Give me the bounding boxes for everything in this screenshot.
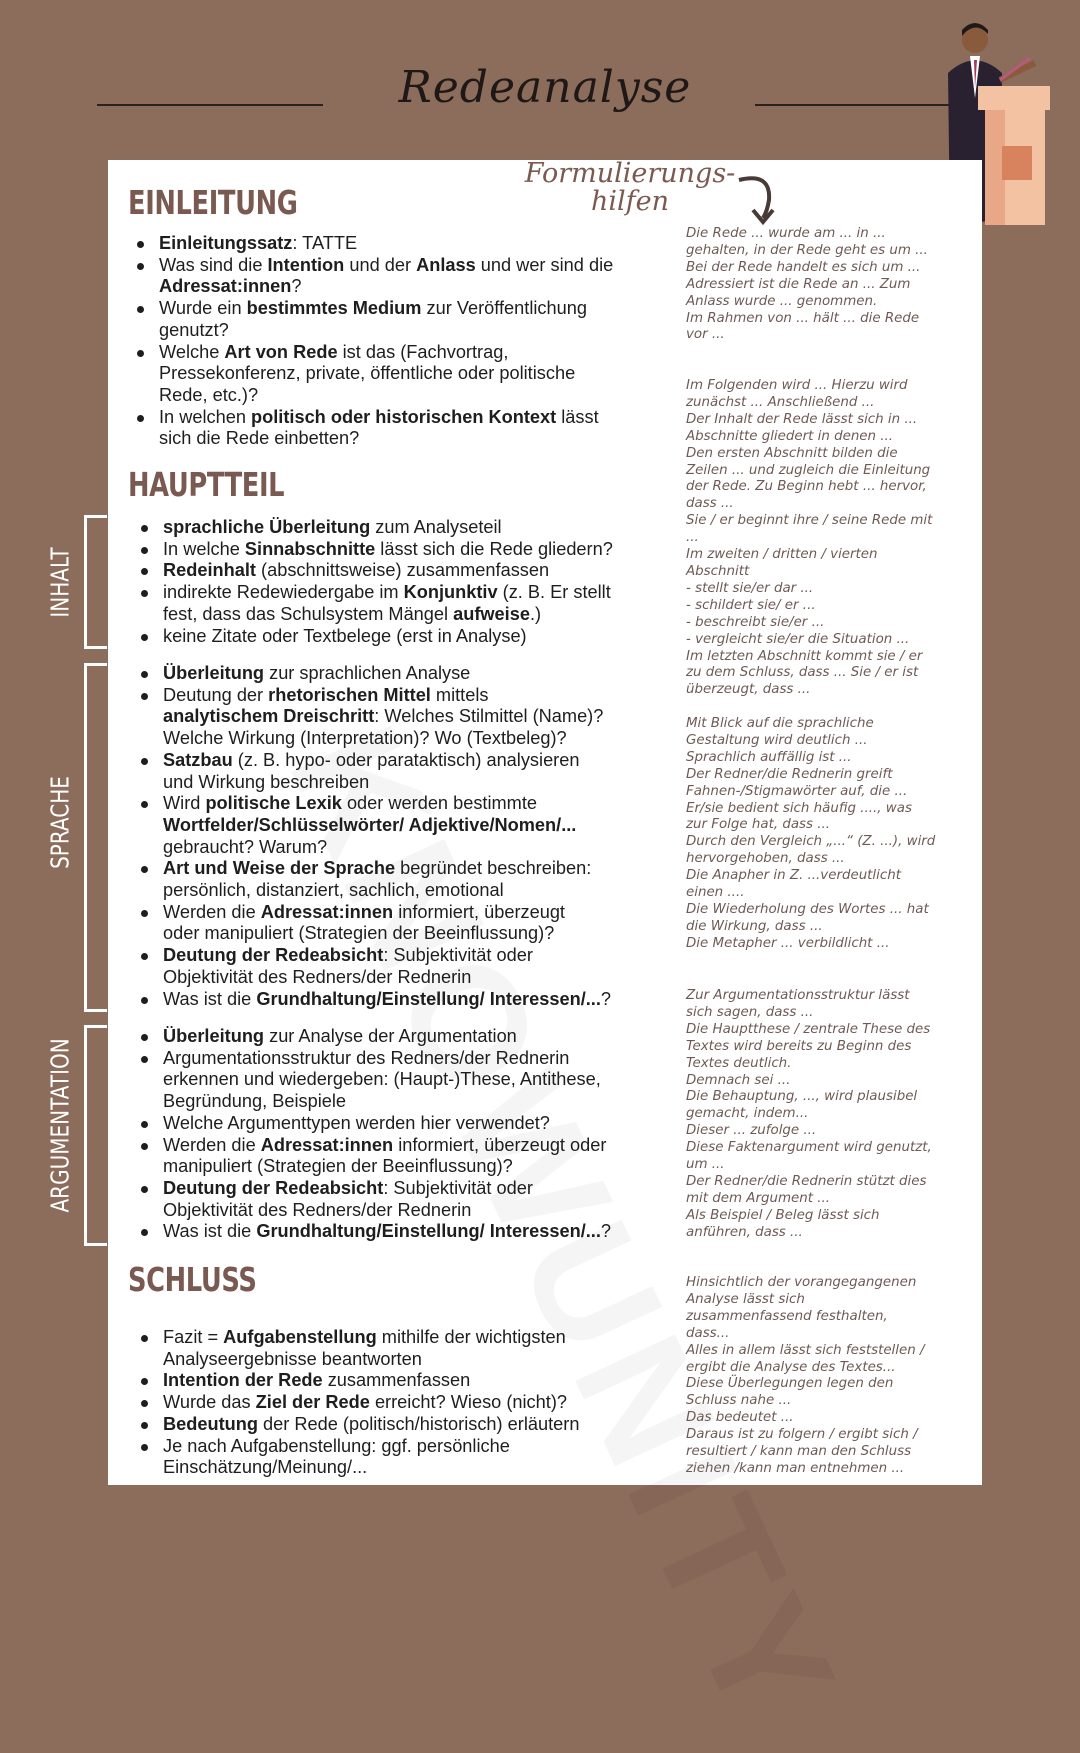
list-item — [141, 902, 661, 945]
bold-text: Überleitung — [163, 1026, 265, 1046]
bold-text: Art von Rede — [224, 341, 338, 362]
bold-text: bestimmtes Medium — [246, 298, 422, 319]
text: Je nach Aufgabenstellung: ggf. persönliche Einschätzung/Meinung/... — [163, 1435, 510, 1478]
list-item — [141, 663, 661, 685]
list-item — [141, 685, 661, 750]
bold-text: Adressat:innen — [260, 901, 394, 922]
bold-text: Satzbau — [163, 749, 233, 770]
list-item — [141, 1370, 661, 1392]
text: : TATTE — [292, 233, 358, 253]
list-item — [137, 233, 657, 255]
text: Deutung der — [163, 684, 269, 705]
list-item — [137, 255, 657, 298]
title-rule-left — [97, 104, 323, 106]
text: mittels — [435, 684, 489, 705]
text: : Subjektivität oder Objektivität des Redners/der Rednerin — [163, 945, 533, 987]
heading-einleitung: EINLEITUNG — [128, 183, 298, 222]
text: indirekte Redewiedergabe im — [163, 582, 404, 603]
bold-text: Deutung der Redeabsicht — [163, 945, 384, 966]
list-item — [141, 793, 661, 858]
text: Fazit = — [163, 1327, 224, 1347]
text: mithilfe der wichtigsten Analyseergebnisse beantworten — [163, 1327, 566, 1369]
text: lässt sich die Rede gliedern? — [375, 538, 613, 559]
list-item — [141, 989, 661, 1011]
inhalt-list — [141, 517, 661, 647]
text: zum Analyseteil — [370, 517, 502, 537]
bold-text: Grundhaltung/Einstellung/ Interessen/... — [256, 1221, 601, 1242]
text: informiert, überzeugt oder manipuliert (Strategien der Beeinflussung)? — [163, 901, 565, 944]
bold-text: Art und Weise der Sprache — [163, 858, 396, 879]
list-item — [141, 1392, 661, 1414]
text: Welche Argumenttypen werden hier verwendet? — [163, 1112, 550, 1133]
text: (z. B. Er stellt fest, dass das Schulsystem Mängel — [163, 582, 611, 624]
text: Werden die — [163, 901, 261, 922]
text: lässt sich die Rede einbetten? — [159, 406, 599, 449]
text: In welche — [163, 538, 245, 559]
side-label-argumentation: ARGUMENTATION — [45, 1038, 75, 1213]
list-item — [141, 1048, 661, 1113]
bold-text: Konjunktiv — [403, 582, 498, 603]
text: und wer sind die — [480, 254, 614, 275]
list-item — [141, 626, 661, 648]
text: gebraucht? Warum? — [163, 836, 328, 857]
list-item — [141, 1221, 661, 1243]
text: informiert, überzeugt oder manipuliert (Strategien der Beeinflussung)? — [163, 1134, 607, 1177]
bold-text: politisch oder historischen Kontext — [251, 406, 557, 427]
hint-inhalt: Im Folgenden wird ... Hierzu wird zunächst ... Anschließend ... Der Inhalt der Rede lässt sich in ... Abschnitte gliedert in denen ... Den ersten Abschnitt bilden die Zeilen ... und zugleich die Einleitung der Rede. Zu Beginn hebt ... hervor, dass ... Sie / er beginnt ihre / seine Rede mit ... Im zweiten / dritten / vierten Abschnitt - stellt sie/er dar ... - schildert sie/ er ... - beschreibt sie/er ... - vergleicht sie/er die Situation ... Im letzten Abschnitt kommt sie / er zu dem Schluss, dass ... Sie / er ist überzeugt, dass ... — [686, 378, 933, 698]
list-item — [141, 539, 661, 561]
text: Wird — [163, 793, 206, 814]
list-item — [141, 1327, 661, 1370]
sprache-list — [141, 663, 661, 1010]
bracket-inhalt — [84, 515, 107, 649]
bold-text: Intention der Rede — [163, 1370, 323, 1391]
hint-argumentation: Zur Argumentationsstruktur lässt sich sagen, dass ... Die Hauptthese / zentrale These des Textes wird bereits zu Beginn des Textes deutlich. Demnach sei ... Die Behauptung, ..., wird plausibel gemacht, indem... Dieser ... zufolge ... Diese Faktenargument wird genutzt, um ... Der Redner/die Rednerin stützt dies mit dem Argument ... Als Beispiel / Beleg lässt sich anführen, dass ... — [686, 988, 932, 1240]
list-item — [141, 945, 661, 988]
heading-schluss: SCHLUSS — [128, 1260, 257, 1299]
heading-hauptteil: HAUPTTEIL — [128, 465, 285, 504]
list-item — [141, 858, 661, 901]
text: Argumentationsstruktur des Redners/der Rednerin erkennen und wiedergeben: (Haupt-)These, Antithese, Begründung, Beispiele — [163, 1047, 601, 1112]
bold-text: Ziel der Rede — [255, 1392, 370, 1413]
argumentation-list — [141, 1026, 661, 1243]
text: zur Analyse der Argumentation — [264, 1026, 517, 1046]
curved-arrow-icon — [735, 172, 780, 227]
text: Was ist die — [163, 1221, 257, 1242]
list-item — [141, 1135, 661, 1178]
schluss-list — [141, 1327, 661, 1479]
bold-text: Sinnabschnitte — [244, 538, 376, 559]
page-title: Redeanalyse — [398, 62, 692, 113]
list-item — [141, 1113, 661, 1135]
list-item — [141, 1026, 661, 1048]
text: ? — [600, 1221, 612, 1242]
bold-text: Adressat:innen — [159, 276, 292, 297]
text: (abschnittsweise) zusammenfassen — [255, 560, 550, 581]
bold-text: Deutung der Redeabsicht — [163, 1177, 384, 1198]
formulierungshilfen-label: Formulierungs- hilfen — [524, 158, 736, 217]
text: Welche — [159, 341, 225, 362]
bold-text: Intention — [267, 254, 345, 275]
text: Wurde ein — [159, 298, 247, 319]
bold-text: Wortfelder/Schlüsselwörter/ Adjektive/Nomen/... — [163, 814, 577, 835]
text: keine Zitate oder Textbelege (erst in Analyse) — [163, 625, 527, 646]
bold-text: analytischem Dreischritt — [163, 706, 375, 727]
text: und der — [344, 254, 417, 275]
text: Was sind die — [159, 254, 268, 275]
text: oder werden bestimmte — [346, 793, 537, 814]
title-rule-right — [755, 104, 965, 106]
text: Werden die — [163, 1134, 261, 1155]
list-item — [141, 517, 661, 539]
einleitung-list — [137, 233, 657, 450]
bracket-argumentation — [84, 1025, 107, 1246]
bold-text: politische Lexik — [205, 793, 342, 814]
list-item — [141, 1178, 661, 1221]
bold-text: rhetorischen Mittel — [268, 684, 431, 705]
text: zur Veröffentlichung genutzt? — [159, 298, 587, 340]
text: zusammenfassen — [322, 1370, 471, 1391]
text: Was ist die — [163, 988, 257, 1009]
bold-text: Adressat:innen — [260, 1134, 394, 1155]
text: .) — [529, 603, 542, 624]
bold-text: Bedeutung — [163, 1413, 258, 1434]
side-label-inhalt: INHALT — [45, 547, 75, 618]
list-item — [141, 1414, 661, 1436]
text: (z. B. hypo- oder parataktisch) analysieren und Wirkung beschreiben — [163, 749, 580, 792]
text: begründet beschreiben: persönlich, distanziert, sachlich, emotional — [163, 858, 592, 901]
bold-text: Einleitungssatz — [159, 233, 293, 253]
hint-sprache: Mit Blick auf die sprachliche Gestaltung wird deutlich ... Sprachlich auffällig ist ... Der Redner/die Rednerin greift Fahnen-/Stigmawörter auf, die ... Er/sie bedient sich häufig ...., was zur Folge hat, dass ... Durch den Vergleich „...“ (Z. ...), wird hervorgehoben, dass ... Die Anapher in Z. ...verdeutlicht einen .... Die Wiederholung des Wortes ... hat die Wirkung, dass ... Die Metapher ... verbildlicht ... — [686, 716, 936, 951]
bold-text: sprachliche Überleitung — [163, 517, 371, 537]
text: ? — [291, 276, 302, 297]
list-item — [137, 407, 657, 450]
bold-text: Anlass — [416, 254, 476, 275]
list-item — [137, 342, 657, 407]
text: ist das (Fachvortrag, Pressekonferenz, private, öffentliche oder politische Rede, etc.)? — [159, 341, 576, 405]
list-item — [141, 582, 661, 625]
text: Wurde das — [163, 1392, 256, 1413]
text: erreicht? Wieso (nicht)? — [369, 1392, 567, 1413]
text: : Subjektivität oder Objektivität des Redners/der Rednerin — [163, 1177, 533, 1220]
hint-schluss: Hinsichtlich der vorangegangenen Analyse lässt sich zusammenfassend festhalten, dass... Alles in allem lässt sich feststellen / ergibt die Analyse des Textes... Diese Überlegungen legen den Schluss nahe ... Das bedeutet ... Daraus ist zu folgern / ergibt sich / resultiert / kann man den Schluss ziehen /kann man entnehmen ... — [686, 1275, 925, 1476]
list-item — [141, 560, 661, 582]
text: zur sprachlichen Analyse — [264, 663, 471, 683]
text: In welchen — [159, 406, 252, 427]
text: der Rede (politisch/historisch) erläutern — [257, 1413, 580, 1434]
list-item — [137, 298, 657, 341]
text: ? — [600, 988, 612, 1009]
text: : Welches Stilmittel (Name)? Welche Wirkung (Interpretation)? Wo (Textbeleg)? — [163, 706, 604, 749]
hint-einleitung: Die Rede ... wurde am ... in ... gehalten, in der Rede geht es um ... Bei der Rede handelt es sich um ... Adressiert ist die Rede an ... Zum Anlass wurde ... genommen. Im Rahmen von ... hält ... die Rede vor ... — [686, 226, 928, 343]
side-label-sprache: SPRACHE — [45, 776, 75, 869]
list-item — [141, 1436, 661, 1479]
bold-text: Überleitung — [163, 663, 265, 683]
list-item — [141, 750, 661, 793]
bracket-sprache — [84, 663, 107, 1012]
bold-text: aufweise — [453, 603, 530, 624]
bold-text: Grundhaltung/Einstellung/ Interessen/... — [256, 988, 601, 1009]
bold-text: Aufgabenstellung — [223, 1327, 377, 1347]
bold-text: Redeinhalt — [163, 560, 256, 581]
